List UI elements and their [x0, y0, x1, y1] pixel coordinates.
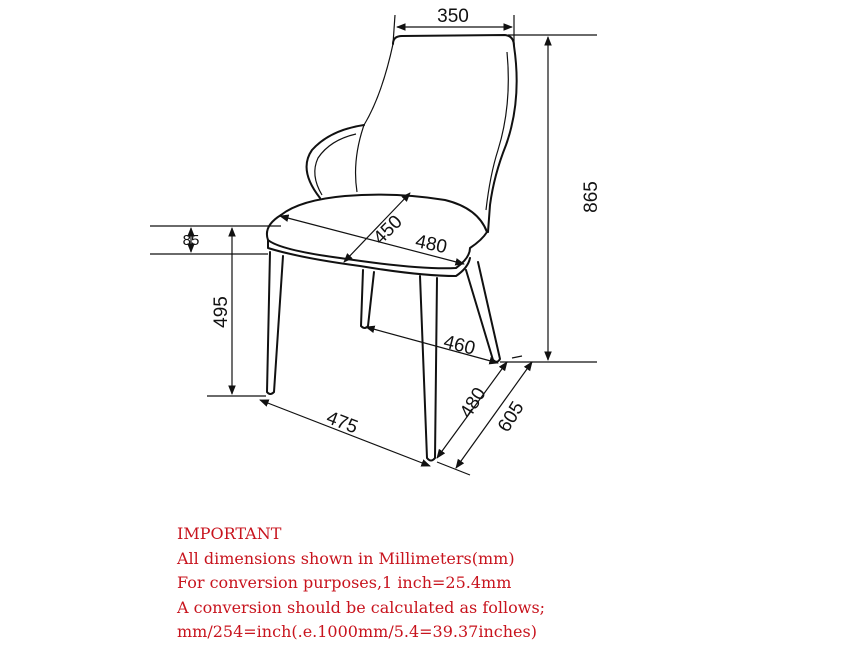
dim-label-85: 85: [182, 232, 200, 249]
dimension-seat-thickness: [150, 226, 281, 254]
dim-label-450: 450: [369, 211, 407, 249]
notes-heading: IMPORTANT: [177, 524, 282, 543]
chair-leg-front-left: [267, 252, 283, 394]
dimension-total-depth: [437, 356, 532, 475]
dim-label-865: 865: [581, 181, 602, 213]
notes-line-formula: mm/254=inch(.e.1000mm/5.4=39.37inches): [177, 622, 537, 641]
dim-label-460: 460: [441, 331, 478, 360]
dim-label-480-seat: 480: [413, 231, 449, 259]
chair-back-inner: [356, 44, 393, 192]
dimension-leg-depth: [437, 362, 507, 458]
notes-line-calculation: A conversion should be calculated as follows;: [177, 597, 546, 617]
chair-leg-back-left: [361, 270, 374, 328]
dim-label-495: 495: [211, 296, 232, 328]
notes-line-units: All dimensions shown in Millimeters(mm): [177, 548, 515, 568]
dim-label-480-depth: 480: [456, 384, 491, 423]
dim-label-475: 475: [323, 407, 361, 439]
chair-leg-front-right: [420, 276, 437, 461]
chair-arm: [307, 125, 364, 198]
dimension-seat-depth: [344, 193, 410, 262]
notes-line-conversion: For conversion purposes,1 inch=25.4mm: [177, 573, 512, 592]
chair-back-inner-right: [486, 52, 508, 210]
dimension-seat-height: [207, 228, 266, 396]
dim-label-350: 350: [437, 6, 469, 27]
dimension-back-width: [393, 6, 514, 44]
dimension-back-leg-span: [366, 327, 498, 363]
important-notes: [177, 522, 817, 645]
dim-label-605: 605: [494, 398, 529, 437]
chair-arm-inner: [315, 134, 356, 195]
dimension-total-height: [500, 35, 602, 362]
dimension-front-width: [260, 400, 430, 466]
